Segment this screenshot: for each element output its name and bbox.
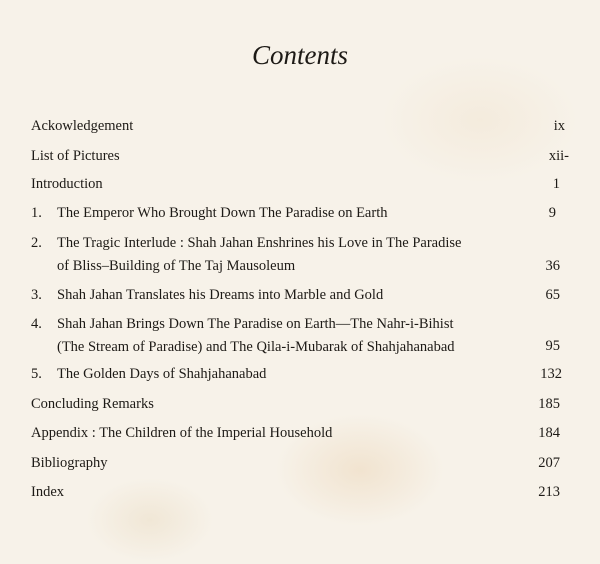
toc-entry <box>31 393 154 416</box>
chapter-number: 5. <box>31 366 42 382</box>
toc-page-number: 207 <box>538 455 560 471</box>
toc-entry-title: Introduction <box>31 176 103 192</box>
page-title: Contents <box>251 40 348 70</box>
toc-page-number: xii- <box>548 148 569 164</box>
toc-page-number: 36 <box>545 258 560 274</box>
toc-entry-title: Bibliography <box>31 455 108 471</box>
toc-entry <box>31 173 103 196</box>
toc-entry-title: List of Pictures <box>31 148 120 164</box>
toc-entry <box>31 422 332 445</box>
chapter-number: 2. <box>31 235 42 251</box>
chapter-number: 3. <box>31 287 42 303</box>
toc-entry-title: Appendix : The Children of the Imperial Household <box>31 425 333 441</box>
toc-entry-title-continued: of Bliss–Building of The Taj Mausoleum <box>57 258 296 274</box>
toc-entry-title: Concluding Remarks <box>31 396 154 412</box>
chapter-number: 4. <box>31 316 42 332</box>
toc-entry <box>31 145 120 168</box>
toc-entry-title: Shah Jahan Translates his Dreams into Marble and Gold <box>57 287 384 303</box>
toc-page-number: 95 <box>545 338 560 354</box>
toc-entry-title: Shah Jahan Brings Down The Paradise on Earth—The Nahr-i-Bihist <box>57 316 454 332</box>
toc-entry-title: The Emperor Who Brought Down The Paradise on Earth <box>57 205 388 221</box>
toc-page-number: 65 <box>545 287 560 303</box>
toc-entry-title: Index <box>31 484 65 500</box>
chapter-number: 1. <box>31 205 42 221</box>
toc-page-number: 9 <box>548 205 556 221</box>
toc-page-number: 1 <box>552 176 560 192</box>
toc-entry-title-continued: (The Stream of Paradise) and The Qila-i-Mubarak of Shahjahanabad <box>57 339 455 355</box>
toc-entry <box>31 115 133 138</box>
toc-page-number: 185 <box>538 396 560 412</box>
toc-entry <box>31 363 266 386</box>
toc-entry <box>31 202 387 225</box>
toc-entry <box>31 232 461 278</box>
toc-entry <box>31 481 64 504</box>
toc-page-number: 132 <box>540 366 562 382</box>
toc-page-number: 184 <box>538 425 560 441</box>
toc-entry-title: The Tragic Interlude : Shah Jahan Enshrines his Love in The Paradise <box>57 235 462 251</box>
toc-entry-title: Ackowledgement <box>31 118 134 134</box>
toc-entry <box>31 452 108 475</box>
toc-entry <box>31 313 455 359</box>
toc-entry-title: The Golden Days of Shahjahanabad <box>57 366 267 382</box>
toc-page-number: 213 <box>538 484 560 500</box>
toc-entry <box>31 284 383 307</box>
toc-page-number: ix <box>553 118 565 134</box>
